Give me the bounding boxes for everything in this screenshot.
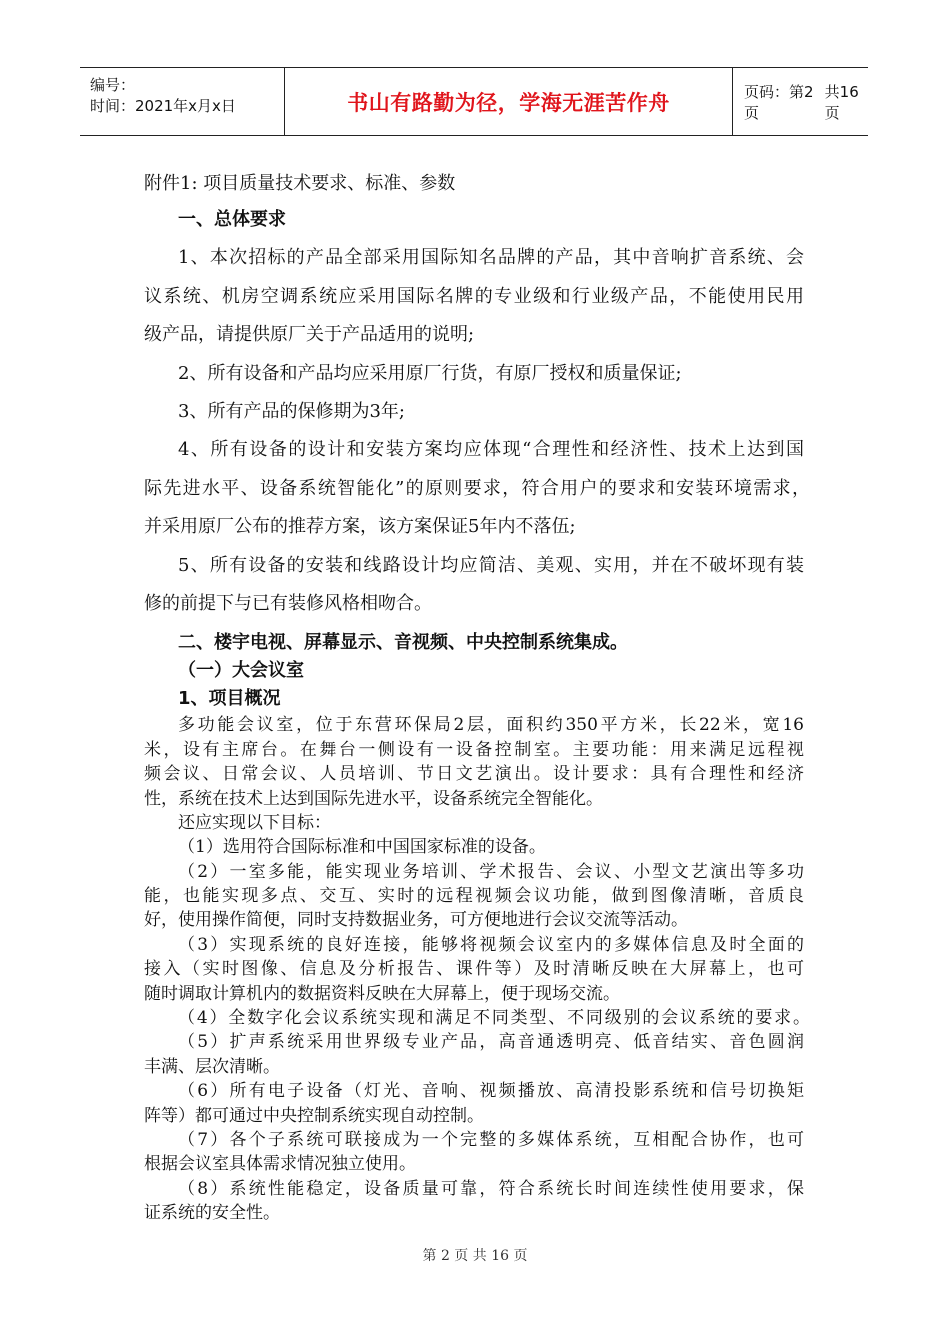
section-heading-integration: 二、楼宇电视、屏幕显示、音视频、中央控制系统集成。 [178,632,628,653]
paragraph-line: 1、本次招标的产品全部采用国际知名品牌的产品，其中音响扩音系统、会 [178,247,804,268]
paragraph-line: （6）所有电子设备（灯光、音响、视频播放、高清投影系统和信号切换矩 [178,1081,804,1101]
paragraph-line: 修的前提下与已有装修风格相吻合。 [144,593,432,614]
paragraph-line: （4）全数字化会议系统实现和满足不同类型、不同级别的会议系统的要求。 [178,1008,810,1028]
paragraph-line: 还应实现以下目标： [178,813,331,833]
subsection-heading-overview: 1、项目概况 [178,688,281,709]
paragraph-line: 并采用原厂公布的推荐方案，该方案保证5年内不落伍; [144,516,576,537]
paragraph-line: 多功能会议室，位于东营环保局2层，面积约350平方米，长22米，宽16 [178,715,804,735]
paragraph-line: （2）一室多能，能实现业务培训、学术报告、会议、小型文艺演出等多功 [178,862,804,882]
header-page-number: 页码：第2页 [744,82,814,122]
paragraph-line: 级产品，请提供原厂关于产品适用的说明; [144,324,475,345]
paragraph-line: 性，系统在技术上达到国际先进水平，设备系统完全智能化。 [144,789,603,809]
paragraph-line: 5、所有设备的安装和线路设计均应简洁、美观、实用，并在不破坏现有装 [178,555,804,576]
header-page-total: 共16页 [824,82,859,122]
paragraph-line: 好，使用操作简便，同时支持数据业务，可方便地进行会议交流等活动。 [144,910,688,930]
paragraph-line: （5）扩声系统采用世界级专业产品，高音通透明亮、低音结实、音色圆润 [178,1032,804,1052]
header-page-info [733,68,868,135]
header-meta [80,68,285,135]
paragraph-line: 随时调取计算机内的数据资料反映在大屏幕上，便于现场交流。 [144,984,620,1004]
page-footer: 第 2 页 共 16 页 [422,1248,528,1264]
paragraph-line: 根据会议室具体需求情况独立使用。 [144,1154,416,1174]
paragraph-line: 4、所有设备的设计和安装方案均应体现“合理性和经济性、技术上达到国 [178,439,804,460]
section-heading-general: 一、总体要求 [178,209,286,230]
paragraph-line: 米，设有主席台。在舞台一侧设有一设备控制室。主要功能：用来满足远程视 [144,740,804,760]
paragraph-line: 2、所有设备和产品均应采用原厂行货，有原厂授权和质量保证; [178,363,682,384]
subsection-heading-conference-room: （一）大会议室 [178,660,304,681]
paragraph-line: 3、所有产品的保修期为3年; [178,401,405,422]
page-header [80,67,868,136]
paragraph-line: 接入（实时图像、信息及分析报告、课件等）及时清晰反映在大屏幕上，也可 [144,959,804,979]
paragraph-line: 能，也能实现多点、交互、实时的远程视频会议功能，做到图像清晰，音质良 [144,886,804,906]
paragraph-line: （3）实现系统的良好连接，能够将视频会议室内的多媒体信息及时全面的 [178,935,804,955]
attachment-title: 附件1: 项目质量技术要求、标准、参数 [144,173,456,194]
document-date: 时间：2021年x月x日 [90,97,236,115]
paragraph-line: 议系统、机房空调系统应采用国际名牌的专业级和行业级产品，不能使用民用 [144,286,804,307]
paragraph-line: （1）选用符合国际标准和中国国家标准的设备。 [178,837,546,857]
document-number-label: 编号： [90,76,136,94]
header-motto: 书山有路勤为径，学海无涯苦作舟 [285,68,733,135]
paragraph-line: 丰满、层次清晰。 [144,1057,280,1077]
paragraph-line: 阵等）都可通过中央控制系统实现自动控制。 [144,1106,484,1126]
paragraph-line: 证系统的安全性。 [144,1203,280,1223]
paragraph-line: 际先进水平、设备系统智能化”的原则要求，符合用户的要求和安装环境需求， [144,478,810,499]
paragraph-line: 频会议、日常会议、人员培训、节日文艺演出。设计要求：具有合理性和经济 [144,764,804,784]
paragraph-line: （7）各个子系统可联接成为一个完整的多媒体系统，互相配合协作，也可 [178,1130,804,1150]
paragraph-line: （8）系统性能稳定，设备质量可靠，符合系统长时间连续性使用要求，保 [178,1179,804,1199]
